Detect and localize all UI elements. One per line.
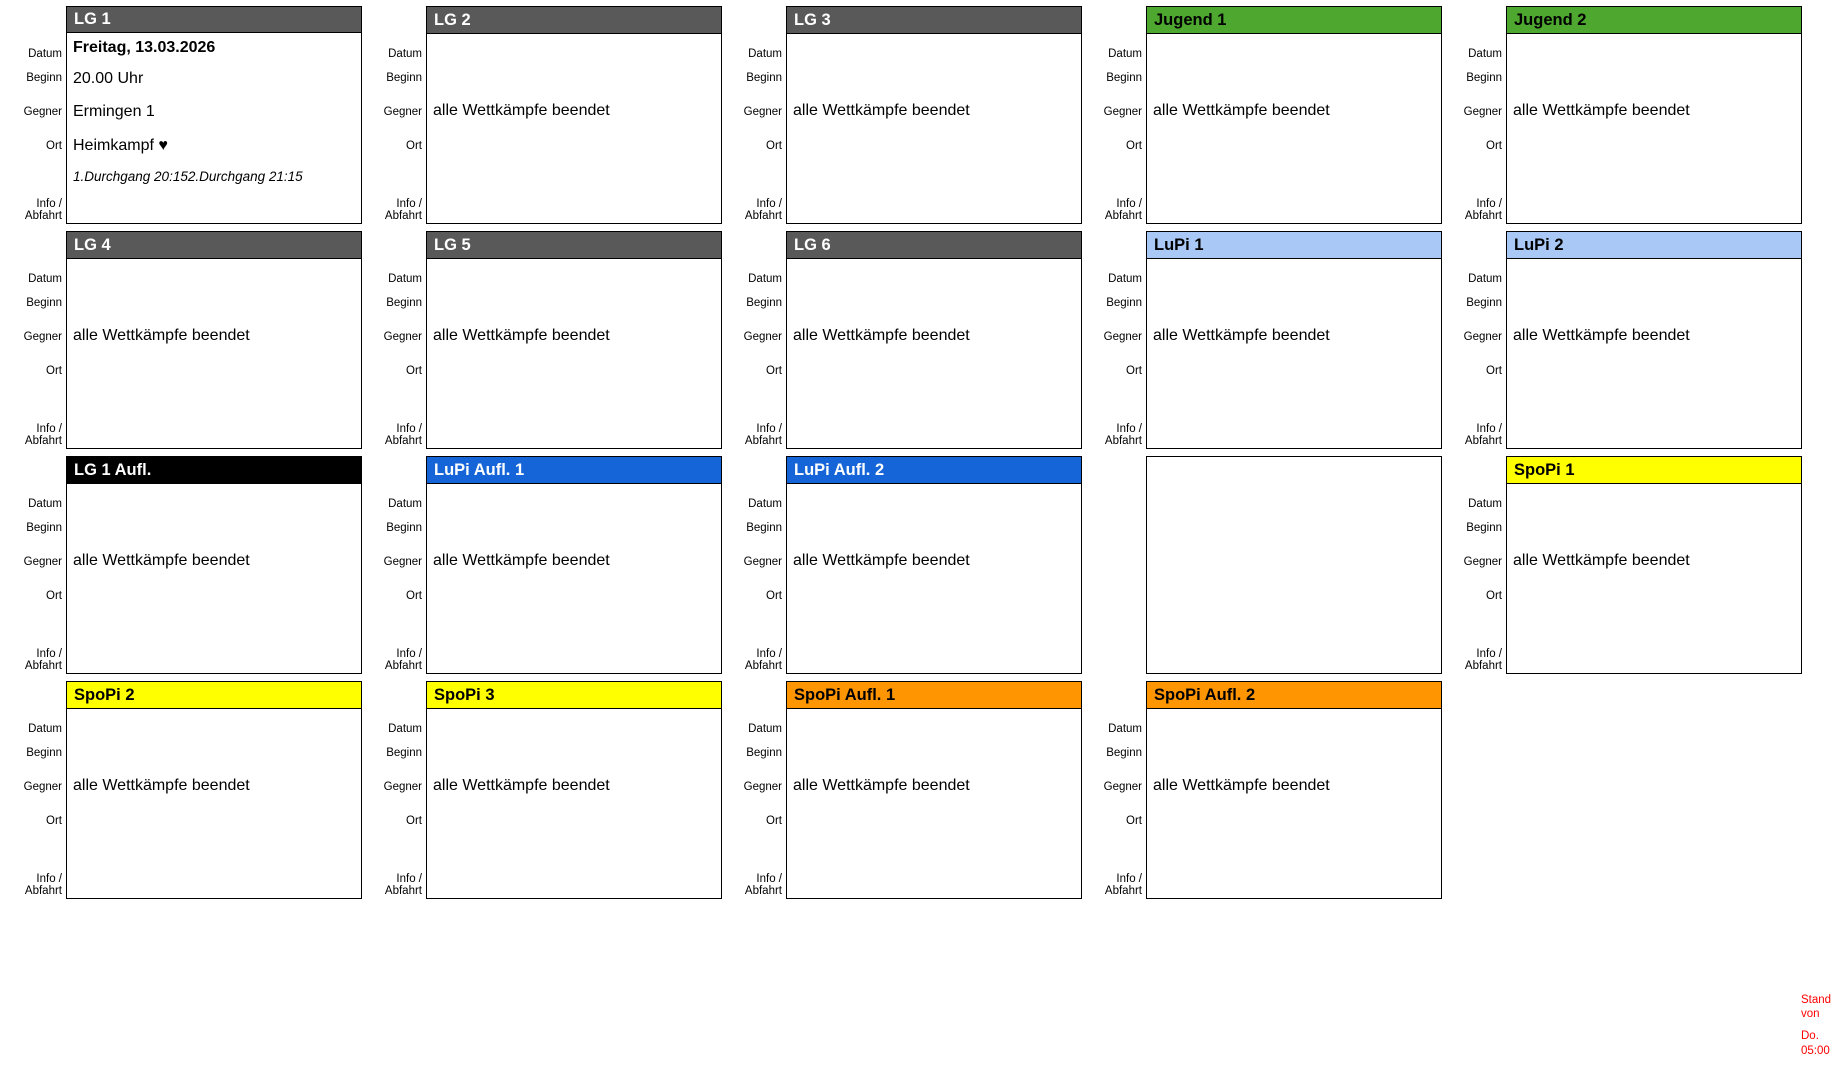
team-card-box [66, 231, 362, 449]
status-text: alle Wettkämpfe beendet [793, 327, 970, 344]
status-text: alle Wettkämpfe beendet [433, 552, 610, 569]
team-card-body [1507, 34, 1801, 223]
label-ort: Ort [46, 365, 62, 377]
label-beginn: Beginn [386, 522, 422, 534]
label-beginn: Beginn [746, 72, 782, 84]
team-card [8, 681, 368, 906]
label-gegner: Gegner [383, 556, 422, 568]
label-datum: Datum [388, 273, 422, 285]
label-info-line-1: Info / [36, 423, 62, 435]
stand-line-4: 05:00 [1801, 1044, 1830, 1057]
label-datum: Datum [28, 498, 62, 510]
value-info-line-2: 2.Durchgang 21:15 [187, 169, 303, 184]
label-datum: Datum [28, 48, 62, 60]
team-card-box [66, 456, 362, 674]
label-ort: Ort [1486, 140, 1502, 152]
team-card-title: SpoPi Aufl. 1 [787, 682, 1081, 709]
empty-card [1146, 456, 1442, 674]
label-datum: Datum [28, 273, 62, 285]
stand-line-2: von [1801, 1007, 1820, 1020]
field-label-column [1088, 6, 1146, 224]
value-gegner: Ermingen 1 [73, 103, 155, 120]
field-label-column [368, 6, 426, 224]
status-text: alle Wettkämpfe beendet [433, 102, 610, 119]
label-ort: Ort [766, 590, 782, 602]
label-beginn: Beginn [746, 747, 782, 759]
status-text: alle Wettkämpfe beendet [433, 327, 610, 344]
label-datum: Datum [1108, 273, 1142, 285]
team-card [368, 456, 728, 681]
label-datum: Datum [748, 273, 782, 285]
team-card-title: LG 5 [427, 232, 721, 259]
label-datum: Datum [388, 48, 422, 60]
label-gegner: Gegner [743, 556, 782, 568]
label-ort: Ort [1126, 815, 1142, 827]
label-datum: Datum [1108, 723, 1142, 735]
field-label-column [728, 231, 786, 449]
label-beginn: Beginn [26, 72, 62, 84]
label-ort: Ort [46, 140, 62, 152]
team-card [8, 231, 368, 456]
team-card-title: LuPi Aufl. 2 [787, 457, 1081, 484]
label-ort: Ort [1486, 590, 1502, 602]
team-card-body [1507, 484, 1801, 673]
field-label-column [1088, 231, 1146, 449]
team-card-body [67, 709, 361, 898]
team-card [8, 6, 368, 231]
team-card-box [66, 681, 362, 899]
value-ort: Heimkampf ♥ [73, 137, 168, 154]
label-info-line-1: Info / [756, 198, 782, 210]
field-label-column [1448, 6, 1506, 224]
label-info-line-1: Info / [1476, 648, 1502, 660]
status-text: alle Wettkämpfe beendet [433, 777, 610, 794]
team-card-box [426, 6, 722, 224]
team-card [1088, 6, 1448, 231]
team-card-box [1146, 231, 1442, 449]
team-card [728, 456, 1088, 681]
team-card-body [427, 34, 721, 223]
label-info-line-1: Info / [396, 648, 422, 660]
team-card-title: SpoPi 3 [427, 682, 721, 709]
team-card-body [427, 259, 721, 448]
label-info-line-2: Abfahrt [384, 660, 422, 673]
label-gegner: Gegner [383, 106, 422, 118]
team-card-title: SpoPi 2 [67, 682, 361, 709]
field-label-column [368, 231, 426, 449]
label-info-abfahrt [8, 614, 66, 674]
stand-line-3: Do. [1801, 1030, 1819, 1043]
team-card-title: LuPi 1 [1147, 232, 1441, 259]
field-label-column [8, 231, 66, 449]
label-gegner: Gegner [1103, 781, 1142, 793]
field-label-column [8, 681, 66, 899]
team-card-body [787, 34, 1081, 223]
team-card [368, 6, 728, 231]
label-gegner: Gegner [23, 106, 62, 118]
label-ort: Ort [1486, 365, 1502, 377]
value-info-abfahrt [67, 163, 361, 223]
label-info-abfahrt [728, 839, 786, 899]
field-label-column [728, 456, 786, 674]
team-card-box [786, 231, 1082, 449]
status-text: alle Wettkämpfe beendet [1153, 777, 1330, 794]
label-datum: Datum [28, 723, 62, 735]
label-info-line-2: Abfahrt [1464, 210, 1502, 223]
label-gegner: Gegner [743, 106, 782, 118]
label-beginn: Beginn [1466, 72, 1502, 84]
label-beginn: Beginn [746, 297, 782, 309]
team-card-title: SpoPi 1 [1507, 457, 1801, 484]
field-label-column [1448, 456, 1506, 674]
label-info-abfahrt [368, 839, 426, 899]
label-info-abfahrt [728, 389, 786, 449]
team-card-box [1506, 231, 1802, 449]
label-gegner: Gegner [23, 556, 62, 568]
label-ort: Ort [1126, 365, 1142, 377]
label-info-line-2: Abfahrt [384, 210, 422, 223]
label-beginn: Beginn [1106, 297, 1142, 309]
label-info-abfahrt [1088, 164, 1146, 224]
label-ort: Ort [46, 815, 62, 827]
team-card-title: Jugend 1 [1147, 7, 1441, 34]
label-info-line-1: Info / [36, 198, 62, 210]
status-text: alle Wettkämpfe beendet [73, 327, 250, 344]
label-gegner: Gegner [1463, 331, 1502, 343]
field-label-column [8, 456, 66, 674]
label-info-abfahrt [1448, 389, 1506, 449]
label-info-line-1: Info / [1116, 198, 1142, 210]
status-text: alle Wettkämpfe beendet [73, 777, 250, 794]
value-info-line-1: 1.Durchgang 20:15 [73, 169, 188, 184]
label-gegner: Gegner [383, 331, 422, 343]
team-card [1448, 456, 1808, 681]
team-card-body [1507, 259, 1801, 448]
team-card-title: LG 6 [787, 232, 1081, 259]
label-gegner: Gegner [743, 331, 782, 343]
status-text: alle Wettkämpfe beendet [793, 552, 970, 569]
team-card [368, 231, 728, 456]
label-beginn: Beginn [26, 297, 62, 309]
team-card-body [787, 484, 1081, 673]
label-info-abfahrt [1448, 164, 1506, 224]
label-info-line-2: Abfahrt [1464, 660, 1502, 673]
team-card-body [67, 259, 361, 448]
label-gegner: Gegner [1463, 556, 1502, 568]
team-card [728, 231, 1088, 456]
label-datum: Datum [1468, 498, 1502, 510]
label-beginn: Beginn [1106, 747, 1142, 759]
label-ort: Ort [766, 815, 782, 827]
label-info-line-2: Abfahrt [24, 885, 62, 898]
label-beginn: Beginn [26, 747, 62, 759]
team-card-box [426, 681, 722, 899]
status-text: alle Wettkämpfe beendet [1153, 102, 1330, 119]
label-ort: Ort [1126, 140, 1142, 152]
label-gegner: Gegner [23, 331, 62, 343]
label-info-line-1: Info / [1476, 198, 1502, 210]
label-info-line-1: Info / [756, 423, 782, 435]
team-card [1088, 231, 1448, 456]
label-info-line-2: Abfahrt [1104, 210, 1142, 223]
label-info-line-2: Abfahrt [24, 660, 62, 673]
team-card-title: Jugend 2 [1507, 7, 1801, 34]
stand-spacer [1801, 1021, 1841, 1029]
field-label-column [728, 681, 786, 899]
label-info-line-1: Info / [396, 873, 422, 885]
team-card-title: LG 3 [787, 7, 1081, 34]
label-info-line-2: Abfahrt [744, 435, 782, 448]
team-card-body [787, 709, 1081, 898]
label-ort: Ort [766, 140, 782, 152]
field-label-column [1088, 681, 1146, 899]
team-card-title: SpoPi Aufl. 2 [1147, 682, 1441, 709]
label-info-line-2: Abfahrt [1104, 885, 1142, 898]
label-info-line-1: Info / [396, 423, 422, 435]
team-card-body [1147, 259, 1441, 448]
field-label-column [8, 6, 66, 224]
status-text: alle Wettkämpfe beendet [793, 102, 970, 119]
label-info-line-1: Info / [36, 648, 62, 660]
team-card-title: LuPi Aufl. 1 [427, 457, 721, 484]
label-datum: Datum [388, 723, 422, 735]
label-beginn: Beginn [386, 72, 422, 84]
team-card-title: LG 1 [67, 7, 361, 33]
label-info-abfahrt [368, 389, 426, 449]
label-beginn: Beginn [386, 297, 422, 309]
team-card [728, 681, 1088, 906]
field-label-column [368, 681, 426, 899]
label-info-abfahrt [8, 839, 66, 899]
label-info-abfahrt [368, 164, 426, 224]
label-ort: Ort [406, 815, 422, 827]
label-info-line-2: Abfahrt [384, 435, 422, 448]
label-gegner: Gegner [1103, 106, 1142, 118]
label-info-abfahrt [8, 164, 66, 224]
label-info-line-1: Info / [1116, 423, 1142, 435]
team-card-box [1506, 456, 1802, 674]
team-card [8, 456, 368, 681]
label-ort: Ort [46, 590, 62, 602]
label-info-line-2: Abfahrt [744, 660, 782, 673]
stand-line-1: Stand [1801, 993, 1832, 1006]
label-datum: Datum [748, 48, 782, 60]
team-card [1448, 231, 1808, 456]
team-card-body [1147, 709, 1441, 898]
label-datum: Datum [388, 498, 422, 510]
field-label-column [1448, 231, 1506, 449]
field-label-column [728, 6, 786, 224]
team-card [368, 681, 728, 906]
value-beginn: 20.00 Uhr [73, 70, 144, 87]
label-beginn: Beginn [746, 522, 782, 534]
team-card-box [786, 681, 1082, 899]
label-ort: Ort [406, 140, 422, 152]
label-info-abfahrt [728, 614, 786, 674]
team-card-box [1146, 6, 1442, 224]
team-card-title: LG 2 [427, 7, 721, 34]
value-datum: Freitag, 13.03.2026 [73, 39, 216, 56]
team-card-body [427, 709, 721, 898]
label-info-line-1: Info / [756, 873, 782, 885]
status-text: alle Wettkämpfe beendet [73, 552, 250, 569]
card-grid [8, 6, 1808, 906]
label-info-line-1: Info / [756, 648, 782, 660]
status-text: alle Wettkämpfe beendet [1513, 102, 1690, 119]
field-label-column [368, 456, 426, 674]
label-info-line-2: Abfahrt [744, 885, 782, 898]
label-info-line-2: Abfahrt [1464, 435, 1502, 448]
label-gegner: Gegner [1103, 331, 1142, 343]
team-card [1088, 681, 1448, 906]
team-card-box [786, 456, 1082, 674]
label-info-abfahrt [8, 389, 66, 449]
label-beginn: Beginn [26, 522, 62, 534]
label-info-abfahrt [1088, 839, 1146, 899]
team-card-title: LG 4 [67, 232, 361, 259]
label-beginn: Beginn [1466, 522, 1502, 534]
label-gegner: Gegner [23, 781, 62, 793]
team-card-box [786, 6, 1082, 224]
label-gegner: Gegner [743, 781, 782, 793]
label-beginn: Beginn [1106, 72, 1142, 84]
team-card-body [67, 33, 361, 223]
team-card-box [1146, 681, 1442, 899]
status-text: alle Wettkämpfe beendet [793, 777, 970, 794]
label-beginn: Beginn [386, 747, 422, 759]
label-info-abfahrt [1448, 614, 1506, 674]
label-ort: Ort [406, 365, 422, 377]
status-text: alle Wettkämpfe beendet [1153, 327, 1330, 344]
label-info-abfahrt [368, 614, 426, 674]
label-gegner: Gegner [1463, 106, 1502, 118]
status-text: alle Wettkämpfe beendet [1513, 552, 1690, 569]
status-text: alle Wettkämpfe beendet [1513, 327, 1690, 344]
label-ort: Ort [766, 365, 782, 377]
label-info-abfahrt [1088, 389, 1146, 449]
label-info-line-2: Abfahrt [1104, 435, 1142, 448]
team-card [1448, 6, 1808, 231]
label-info-line-2: Abfahrt [384, 885, 422, 898]
team-card-box [426, 456, 722, 674]
label-ort: Ort [406, 590, 422, 602]
team-card-title: LuPi 2 [1507, 232, 1801, 259]
label-info-abfahrt [728, 164, 786, 224]
label-gegner: Gegner [383, 781, 422, 793]
label-datum: Datum [1108, 48, 1142, 60]
label-beginn: Beginn [1466, 297, 1502, 309]
team-card-box [1506, 6, 1802, 224]
label-datum: Datum [748, 498, 782, 510]
team-card-body [787, 259, 1081, 448]
label-info-line-2: Abfahrt [744, 210, 782, 223]
team-card-body [427, 484, 721, 673]
label-datum: Datum [1468, 48, 1502, 60]
label-info-line-2: Abfahrt [24, 435, 62, 448]
team-card-box [66, 6, 362, 224]
team-card-body [67, 484, 361, 673]
stand-note [1801, 993, 1841, 1059]
label-info-line-1: Info / [1476, 423, 1502, 435]
team-card-body [1147, 34, 1441, 223]
label-info-line-1: Info / [1116, 873, 1142, 885]
team-card [1088, 456, 1448, 681]
label-info-line-2: Abfahrt [24, 210, 62, 223]
label-info-line-1: Info / [36, 873, 62, 885]
team-card-box [426, 231, 722, 449]
label-info-line-1: Info / [396, 198, 422, 210]
label-datum: Datum [1468, 273, 1502, 285]
team-card [728, 6, 1088, 231]
team-card-title: LG 1 Aufl. [67, 457, 361, 484]
label-datum: Datum [748, 723, 782, 735]
